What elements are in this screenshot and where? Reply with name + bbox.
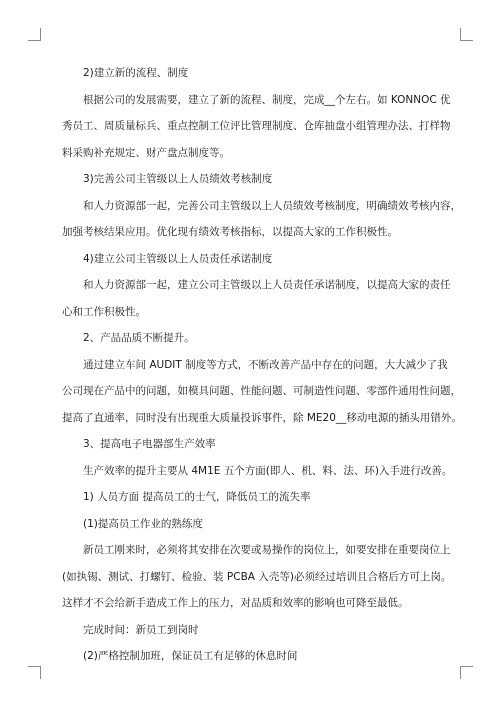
text-line: 新员工刚来时，必须将其安排在次要或易操作的岗位上，如要安排在重要岗位上 [83, 544, 451, 556]
text-line: 3、提高电子电器部生产效率 [83, 438, 216, 450]
text-line: 完成时间：新员工到岗时 [83, 623, 199, 636]
text-line: 通过建立车间 AUDIT 制度等方式，不断改善产品中存在的问题，大大减少了我 [83, 358, 448, 371]
text-line: 根据公司的发展需要，建立了新的流程、制度，完成__个左右。如 KONNOC 优 [83, 93, 451, 106]
text-line: 和人力资源部一起，完善公司主管级以上人员绩效考核制度，明确绩效考核内容， [83, 199, 461, 212]
text-line: 秀员工、周质量标兵、重点控制工位评比管理制度、仓库抽盘小组管理办法、打样物 [62, 120, 451, 132]
text-line: (如执锡、测试、打螺钉、检验、装 PCBA 入壳等)必须经过培训且合格后方可上岗。 [62, 570, 452, 583]
text-line: 提高了直通率，同时没有出现重大质量投诉事件，除 ME20__移动电源的插头用错外。 [62, 411, 462, 424]
text-line: 公司现在产品中的问题，如模具问题、性能问题、可制造性问题、零部件通用性问题， [62, 385, 461, 397]
crop-mark-bottom-right [460, 666, 473, 679]
text-line: 料采购补充规定、财产盘点制度等。 [62, 146, 230, 159]
text-line: 和人力资源部一起，建立公司主管级以上人员责任承诺制度，以提高大家的责任 [83, 279, 451, 291]
text-line: 3)完善公司主管级以上人员绩效考核制度 [83, 173, 273, 185]
text-line: 2、产品品质不断提升。 [83, 332, 195, 344]
crop-mark-bottom-left [28, 666, 41, 679]
crop-mark-top-left [28, 28, 41, 41]
text-line: (2)严格控制加班，保证员工有足够的休息时间 [83, 650, 298, 662]
text-line: 生产效率的提升主要从 4M1E 五个方面(即人、机、料、法、环)入手进行改善。 [83, 464, 453, 477]
text-line: 这样才不会给新手造成工作上的压力，对品质和效率的影响也可降至最低。 [62, 597, 409, 609]
text-line: 1) 人员方面 提高员工的士气，降低员工的流失率 [83, 491, 311, 503]
text-line: 加强考核结果应用。优化现有绩效考核指标，以提高大家的工作积极性。 [62, 226, 398, 238]
text-line: 4)建立公司主管级以上人员责任承诺制度 [83, 252, 273, 265]
text-line: (1)提高员工作业的熟练度 [83, 517, 203, 530]
text-line: 心和工作积极性。 [62, 305, 146, 318]
crop-mark-top-right [460, 28, 473, 41]
document-body [62, 60, 462, 670]
text-line: 2)建立新的流程、制度 [83, 67, 189, 79]
